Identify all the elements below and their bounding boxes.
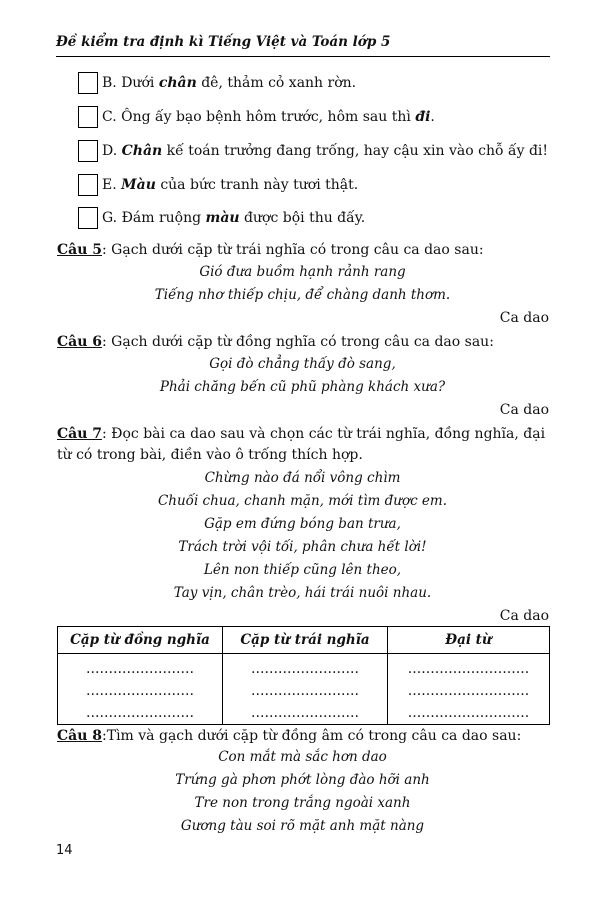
column-header-antonyms: Cặp từ trái nghĩa <box>223 627 388 654</box>
poem-line: Chừng nào đá nổi vông chìm <box>204 470 401 486</box>
checkbox[interactable] <box>78 72 98 94</box>
option-g: G. Đám ruộng màu được bội thu đấy. <box>78 207 365 229</box>
poem-line: Trứng gà phơn phớt lòng đào hỡi anh <box>175 772 430 788</box>
answer-cell-antonyms[interactable]: …………………… …………………… …………………… <box>223 654 388 725</box>
question-label: Câu 5 <box>57 242 103 258</box>
option-letter: B. <box>102 75 117 91</box>
option-letter: C. <box>102 109 117 125</box>
question-7: Câu 7: Đọc bài ca dao sau và chọn các từ trái nghĩa, đồng nghĩa, đại từ có trong bài, điền vào ô trống thích hợp. <box>57 426 546 463</box>
page-header: Đề kiểm tra định kì Tiếng Việt và Toán lớp 5 <box>56 34 550 57</box>
poem-line: Chuối chua, chanh mặn, mới tìm được em. <box>157 493 448 509</box>
column-header-pronouns: Đại từ <box>388 627 550 654</box>
option-c: C. Ông ấy bạo bệnh hôm trước, hôm sau thì đi . <box>78 106 435 128</box>
answer-table <box>57 626 550 725</box>
poem-line: Lên non thiếp cũng lên theo, <box>203 562 402 578</box>
poem-line: Gặp em đứng bóng ban trưa, <box>204 516 401 532</box>
option-d: D. Chân kế toán trưởng đang trống, hay cậu xin vào chỗ ấy đi! <box>78 140 548 162</box>
question-label: Câu 8 <box>57 728 103 744</box>
poem-line: Trách trời vội tối, phân chưa hết lời! <box>178 539 427 555</box>
option-letter: D. <box>102 143 118 159</box>
checkbox[interactable] <box>78 174 98 196</box>
answer-cell-pronouns[interactable]: ……………………… ……………………… ……………………… <box>388 654 550 725</box>
poem-line: Gọi đò chẳng thấy đò sang, <box>209 356 396 372</box>
question-6: Câu 6: Gạch dưới cặp từ đồng nghĩa có trong câu ca dao sau: <box>57 334 494 350</box>
page-number: 14 <box>56 843 73 858</box>
poem-line: Gió đưa buồm hạnh rảnh rang <box>199 264 406 280</box>
table-row <box>58 654 550 725</box>
poem-source: Ca dao <box>499 608 549 624</box>
poem-source: Ca dao <box>499 310 549 326</box>
answer-cell-synonyms[interactable]: …………………… …………………… …………………… <box>58 654 223 725</box>
option-letter: G. <box>102 210 118 226</box>
question-5: Câu 5: Gạch dưới cặp từ trái nghĩa có trong câu ca dao sau: <box>57 242 484 258</box>
poem-line: Gương tàu soi rõ mặt anh mặt nàng <box>180 818 425 834</box>
option-b: B. Dưới chân đê, thảm cỏ xanh rờn. <box>78 72 356 94</box>
checkbox[interactable] <box>78 140 98 162</box>
poem-line: Con mắt mà sắc hơn dao <box>218 749 387 765</box>
poem-line: Tay vịn, chân trèo, hái trái nuôi nhau. <box>173 585 432 601</box>
table-header-row <box>58 627 550 654</box>
question-8: Câu 8:Tìm và gạch dưới cặp từ đồng âm có trong câu ca dao sau: <box>57 728 522 744</box>
question-label: Câu 7 <box>57 426 103 442</box>
checkbox[interactable] <box>78 106 98 128</box>
poem-line: Tre non trong trắng ngoài xanh <box>194 795 411 811</box>
question-label: Câu 6 <box>57 334 103 350</box>
option-e: E. Màu của bức tranh này tươi thật. <box>78 174 358 196</box>
poem-line: Phải chăng bến cũ phũ phàng khách xưa? <box>159 379 446 395</box>
poem-line: Tiếng nhơ thiếp chịu, để chàng danh thơm. <box>154 287 451 303</box>
column-header-synonyms: Cặp từ đồng nghĩa <box>58 627 223 654</box>
option-letter: E. <box>102 177 117 193</box>
poem-source: Ca dao <box>499 402 549 418</box>
checkbox[interactable] <box>78 207 98 229</box>
